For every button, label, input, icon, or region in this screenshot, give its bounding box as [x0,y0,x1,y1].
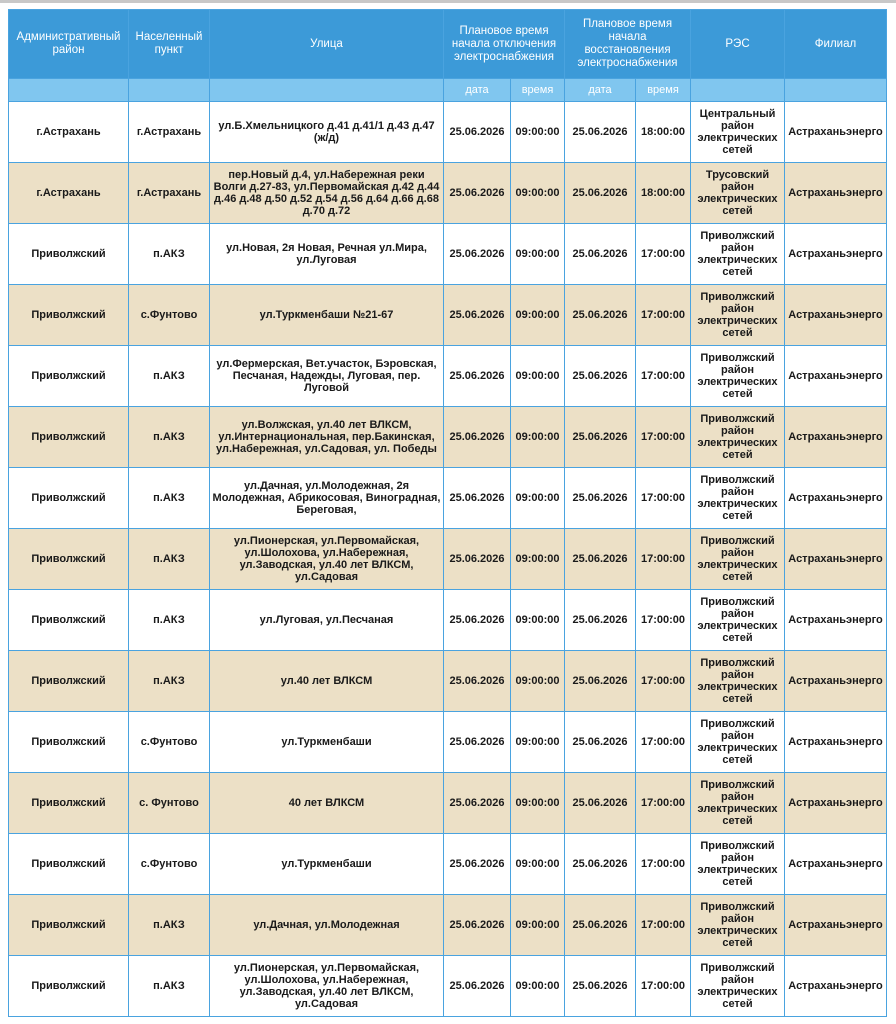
cell-branch: Астраханьэнерго [785,285,887,346]
cell-street: ул.Дачная, ул.Молодежная [210,895,444,956]
cell-off-time: 09:00:00 [511,529,565,590]
table-row [9,468,887,529]
cell-off-date: 25.06.2026 [444,590,511,651]
subheader-empty [785,79,887,102]
cell-off-time: 09:00:00 [511,285,565,346]
cell-res: Приволжский район электрических сетей [691,712,785,773]
table-row [9,346,887,407]
subheader-on-date: дата [565,79,636,102]
cell-off-time: 09:00:00 [511,407,565,468]
cell-on-time: 18:00:00 [636,163,691,224]
cell-settlement: п.АКЗ [129,468,210,529]
cell-off-date: 25.06.2026 [444,224,511,285]
cell-on-date: 25.06.2026 [565,773,636,834]
cell-branch: Астраханьэнерго [785,712,887,773]
cell-district: Приволжский [9,895,129,956]
subheader-empty [129,79,210,102]
cell-res: Трусовский район электрических сетей [691,163,785,224]
cell-branch: Астраханьэнерго [785,468,887,529]
cell-on-time: 17:00:00 [636,712,691,773]
cell-off-date: 25.06.2026 [444,895,511,956]
cell-on-time: 17:00:00 [636,285,691,346]
header-outage-start: Плановое время начала отключения электроснабжения [444,10,565,79]
cell-street: ул.Пионерская, ул.Первомайская, ул.Шолохова, ул.Набережная, ул.Заводская, ул.40 лет ВЛКСМ, ул.Садовая [210,529,444,590]
cell-district: Приволжский [9,834,129,895]
table-row [9,590,887,651]
cell-street: ул.Новая, 2я Новая, Речная ул.Мира, ул.Луговая [210,224,444,285]
subheader-on-time: время [636,79,691,102]
cell-branch: Астраханьэнерго [785,834,887,895]
cell-on-time: 17:00:00 [636,895,691,956]
cell-street: пер.Новый д.4, ул.Набережная реки Волги д.27-83, ул.Первомайская д.42 д.44 д.46 д.48 д.50 д.52 д.54 д.56 д.64 д.66 д.68 д.70 д.72 [210,163,444,224]
cell-off-date: 25.06.2026 [444,712,511,773]
cell-settlement: г.Астрахань [129,102,210,163]
cell-on-date: 25.06.2026 [565,163,636,224]
cell-res: Приволжский район электрических сетей [691,346,785,407]
cell-branch: Астраханьэнерго [785,224,887,285]
subheader-off-date: дата [444,79,511,102]
cell-branch: Астраханьэнерго [785,651,887,712]
cell-settlement: с.Фунтово [129,712,210,773]
cell-settlement: п.АКЗ [129,651,210,712]
cell-on-time: 17:00:00 [636,224,691,285]
cell-district: Приволжский [9,590,129,651]
cell-branch: Астраханьэнерго [785,895,887,956]
cell-off-time: 09:00:00 [511,163,565,224]
cell-res: Приволжский район электрических сетей [691,407,785,468]
cell-on-date: 25.06.2026 [565,651,636,712]
cell-street: ул.Луговая, ул.Песчаная [210,590,444,651]
header-street: Улица [210,10,444,79]
cell-on-date: 25.06.2026 [565,529,636,590]
subheader-off-time: время [511,79,565,102]
cell-off-time: 09:00:00 [511,346,565,407]
subheader-empty [9,79,129,102]
table-row [9,224,887,285]
cell-on-date: 25.06.2026 [565,346,636,407]
cell-on-time: 17:00:00 [636,407,691,468]
cell-branch: Астраханьэнерго [785,407,887,468]
cell-street: ул.Б.Хмельницкого д.41 д.41/1 д.43 д.47 (ж/д) [210,102,444,163]
cell-settlement: п.АКЗ [129,590,210,651]
cell-street: ул.Пионерская, ул.Первомайская, ул.Шолохова, ул.Набережная, ул.Заводская, ул.40 лет ВЛКСМ, ул.Садовая [210,956,444,1017]
cell-res: Приволжский район электрических сетей [691,590,785,651]
cell-on-date: 25.06.2026 [565,468,636,529]
table-row [9,834,887,895]
cell-settlement: с.Фунтово [129,285,210,346]
cell-district: Приволжский [9,407,129,468]
cell-district: Приволжский [9,712,129,773]
cell-district: Приволжский [9,956,129,1017]
cell-branch: Астраханьэнерго [785,102,887,163]
cell-off-time: 09:00:00 [511,834,565,895]
cell-off-date: 25.06.2026 [444,346,511,407]
header-district: Административный район [9,10,129,79]
cell-off-date: 25.06.2026 [444,651,511,712]
cell-on-time: 17:00:00 [636,590,691,651]
cell-on-date: 25.06.2026 [565,102,636,163]
cell-off-time: 09:00:00 [511,712,565,773]
cell-on-date: 25.06.2026 [565,712,636,773]
cell-off-date: 25.06.2026 [444,407,511,468]
outage-schedule-table [8,9,887,1017]
cell-street: ул.Туркменбаши [210,834,444,895]
cell-on-date: 25.06.2026 [565,590,636,651]
cell-on-date: 25.06.2026 [565,224,636,285]
table-row [9,956,887,1017]
cell-on-date: 25.06.2026 [565,834,636,895]
header-branch: Филиал [785,10,887,79]
cell-branch: Астраханьэнерго [785,590,887,651]
cell-off-date: 25.06.2026 [444,956,511,1017]
cell-off-time: 09:00:00 [511,651,565,712]
cell-settlement: п.АКЗ [129,407,210,468]
cell-street: ул.Волжская, ул.40 лет ВЛКСМ, ул.Интернациональная, пер.Бакинская, ул.Набережная, ул.Садовая, ул. Победы [210,407,444,468]
cell-on-time: 17:00:00 [636,956,691,1017]
cell-res: Приволжский район электрических сетей [691,468,785,529]
cell-district: Приволжский [9,468,129,529]
cell-district: Приволжский [9,651,129,712]
cell-res: Центральный район электрических сетей [691,102,785,163]
cell-settlement: п.АКЗ [129,529,210,590]
cell-res: Приволжский район электрических сетей [691,956,785,1017]
cell-branch: Астраханьэнерго [785,346,887,407]
cell-branch: Астраханьэнерго [785,773,887,834]
cell-res: Приволжский район электрических сетей [691,224,785,285]
cell-settlement: г.Астрахань [129,163,210,224]
table-row [9,773,887,834]
subheader-empty [210,79,444,102]
cell-on-time: 17:00:00 [636,651,691,712]
cell-district: Приволжский [9,346,129,407]
cell-settlement: с.Фунтово [129,834,210,895]
cell-off-time: 09:00:00 [511,102,565,163]
cell-off-date: 25.06.2026 [444,834,511,895]
cell-branch: Астраханьэнерго [785,163,887,224]
cell-district: Приволжский [9,529,129,590]
table-row [9,895,887,956]
cell-branch: Астраханьэнерго [785,529,887,590]
cell-branch: Астраханьэнерго [785,956,887,1017]
top-divider [0,0,896,3]
cell-on-time: 18:00:00 [636,102,691,163]
cell-on-date: 25.06.2026 [565,956,636,1017]
cell-off-date: 25.06.2026 [444,773,511,834]
cell-on-time: 17:00:00 [636,346,691,407]
table-row [9,102,887,163]
cell-district: г.Астрахань [9,163,129,224]
cell-street: ул.Фермерская, Вет.участок, Бэровская, Песчаная, Надежды, Луговая, пер. Луговой [210,346,444,407]
header-res: РЭС [691,10,785,79]
cell-res: Приволжский район электрических сетей [691,651,785,712]
table-row [9,529,887,590]
cell-off-date: 25.06.2026 [444,468,511,529]
cell-street: ул.Туркменбаши [210,712,444,773]
cell-district: Приволжский [9,285,129,346]
cell-on-time: 17:00:00 [636,773,691,834]
cell-on-time: 17:00:00 [636,834,691,895]
cell-off-time: 09:00:00 [511,590,565,651]
cell-res: Приволжский район электрических сетей [691,773,785,834]
table-row [9,407,887,468]
header-settlement: Населенный пункт [129,10,210,79]
cell-settlement: с. Фунтово [129,773,210,834]
cell-settlement: п.АКЗ [129,224,210,285]
cell-on-date: 25.06.2026 [565,285,636,346]
cell-district: Приволжский [9,224,129,285]
cell-res: Приволжский район электрических сетей [691,834,785,895]
cell-off-time: 09:00:00 [511,224,565,285]
cell-district: Приволжский [9,773,129,834]
subheader-empty [691,79,785,102]
cell-off-date: 25.06.2026 [444,285,511,346]
table-row [9,651,887,712]
cell-res: Приволжский район электрических сетей [691,285,785,346]
cell-off-time: 09:00:00 [511,895,565,956]
cell-street: ул.Туркменбаши №21-67 [210,285,444,346]
cell-off-time: 09:00:00 [511,468,565,529]
cell-off-time: 09:00:00 [511,773,565,834]
cell-street: ул.Дачная, ул.Молодежная, 2я Молодежная, Абрикосовая, Виноградная, Береговая, [210,468,444,529]
cell-street: ул.40 лет ВЛКСМ [210,651,444,712]
table-row [9,285,887,346]
cell-on-date: 25.06.2026 [565,895,636,956]
cell-off-date: 25.06.2026 [444,102,511,163]
cell-off-date: 25.06.2026 [444,529,511,590]
cell-off-date: 25.06.2026 [444,163,511,224]
header-restore-start: Плановое время начала восстановления электроснабжения [565,10,691,79]
cell-street: 40 лет ВЛКСМ [210,773,444,834]
table-row [9,163,887,224]
table-row [9,712,887,773]
cell-on-time: 17:00:00 [636,468,691,529]
cell-off-time: 09:00:00 [511,956,565,1017]
cell-settlement: п.АКЗ [129,895,210,956]
cell-on-date: 25.06.2026 [565,407,636,468]
cell-res: Приволжский район электрических сетей [691,895,785,956]
cell-on-time: 17:00:00 [636,529,691,590]
cell-settlement: п.АКЗ [129,956,210,1017]
cell-settlement: п.АКЗ [129,346,210,407]
cell-district: г.Астрахань [9,102,129,163]
cell-res: Приволжский район электрических сетей [691,529,785,590]
